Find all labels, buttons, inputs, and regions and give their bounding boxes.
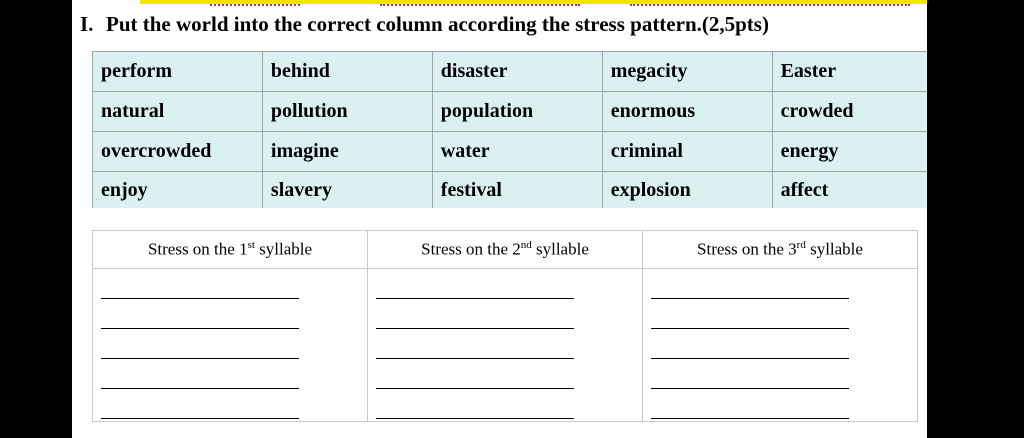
answer-blank-line[interactable]	[101, 319, 299, 329]
exercise-number: I.	[80, 12, 94, 36]
word-cell: affect	[772, 172, 927, 209]
word-cell: megacity	[602, 52, 772, 92]
answer-blank-line[interactable]	[376, 349, 574, 359]
word-cell: natural	[93, 92, 263, 132]
answer-column-3rd[interactable]	[643, 269, 918, 422]
header-stress-2nd: Stress on the 2nd syllable	[368, 231, 643, 269]
answer-column-2nd[interactable]	[368, 269, 643, 422]
answer-blank-line[interactable]	[651, 319, 849, 329]
answer-blank-line[interactable]	[376, 379, 574, 389]
exercise-title	[80, 12, 769, 37]
word-cell: perform	[93, 52, 263, 92]
word-cell: pollution	[262, 92, 432, 132]
answer-blank-line[interactable]	[101, 409, 299, 419]
top-highlight-strip	[140, 0, 927, 4]
table-row	[93, 172, 928, 209]
word-cell: behind	[262, 52, 432, 92]
word-table	[92, 51, 927, 208]
header-stress-1st: Stress on the 1st syllable	[93, 231, 368, 269]
word-cell: disaster	[432, 52, 602, 92]
answer-blank-line[interactable]	[376, 409, 574, 419]
word-cell: population	[432, 92, 602, 132]
word-cell: Easter	[772, 52, 927, 92]
word-cell: criminal	[602, 132, 772, 172]
spellcheck-underline	[630, 1, 910, 6]
answer-blank-line[interactable]	[651, 379, 849, 389]
word-cell: enormous	[602, 92, 772, 132]
answer-blank-line[interactable]	[101, 289, 299, 299]
answer-blank-line[interactable]	[651, 289, 849, 299]
answer-blank-line[interactable]	[376, 319, 574, 329]
word-cell: imagine	[262, 132, 432, 172]
word-cell: enjoy	[93, 172, 263, 209]
table-row	[93, 92, 928, 132]
header-stress-3rd: Stress on the 3rd syllable	[643, 231, 918, 269]
answer-blank-line[interactable]	[376, 289, 574, 299]
word-cell: slavery	[262, 172, 432, 209]
word-cell: overcrowded	[93, 132, 263, 172]
answer-blank-line[interactable]	[101, 349, 299, 359]
answer-blank-line[interactable]	[101, 379, 299, 389]
table-header-row	[93, 231, 918, 269]
spellcheck-underline	[210, 1, 300, 6]
answer-blank-line[interactable]	[651, 409, 849, 419]
spellcheck-underline	[380, 1, 580, 6]
worksheet-page	[72, 0, 927, 438]
table-row	[93, 132, 928, 172]
word-cell: crowded	[772, 92, 927, 132]
word-cell: water	[432, 132, 602, 172]
answer-row	[93, 269, 918, 422]
word-cell: festival	[432, 172, 602, 209]
exercise-instruction: Put the world into the correct column according the stress pattern.(2,5pts)	[106, 12, 769, 36]
stress-answer-table	[92, 230, 918, 422]
answer-column-1st[interactable]	[93, 269, 368, 422]
answer-blank-line[interactable]	[651, 349, 849, 359]
table-row	[93, 52, 928, 92]
word-cell: energy	[772, 132, 927, 172]
word-cell: explosion	[602, 172, 772, 209]
